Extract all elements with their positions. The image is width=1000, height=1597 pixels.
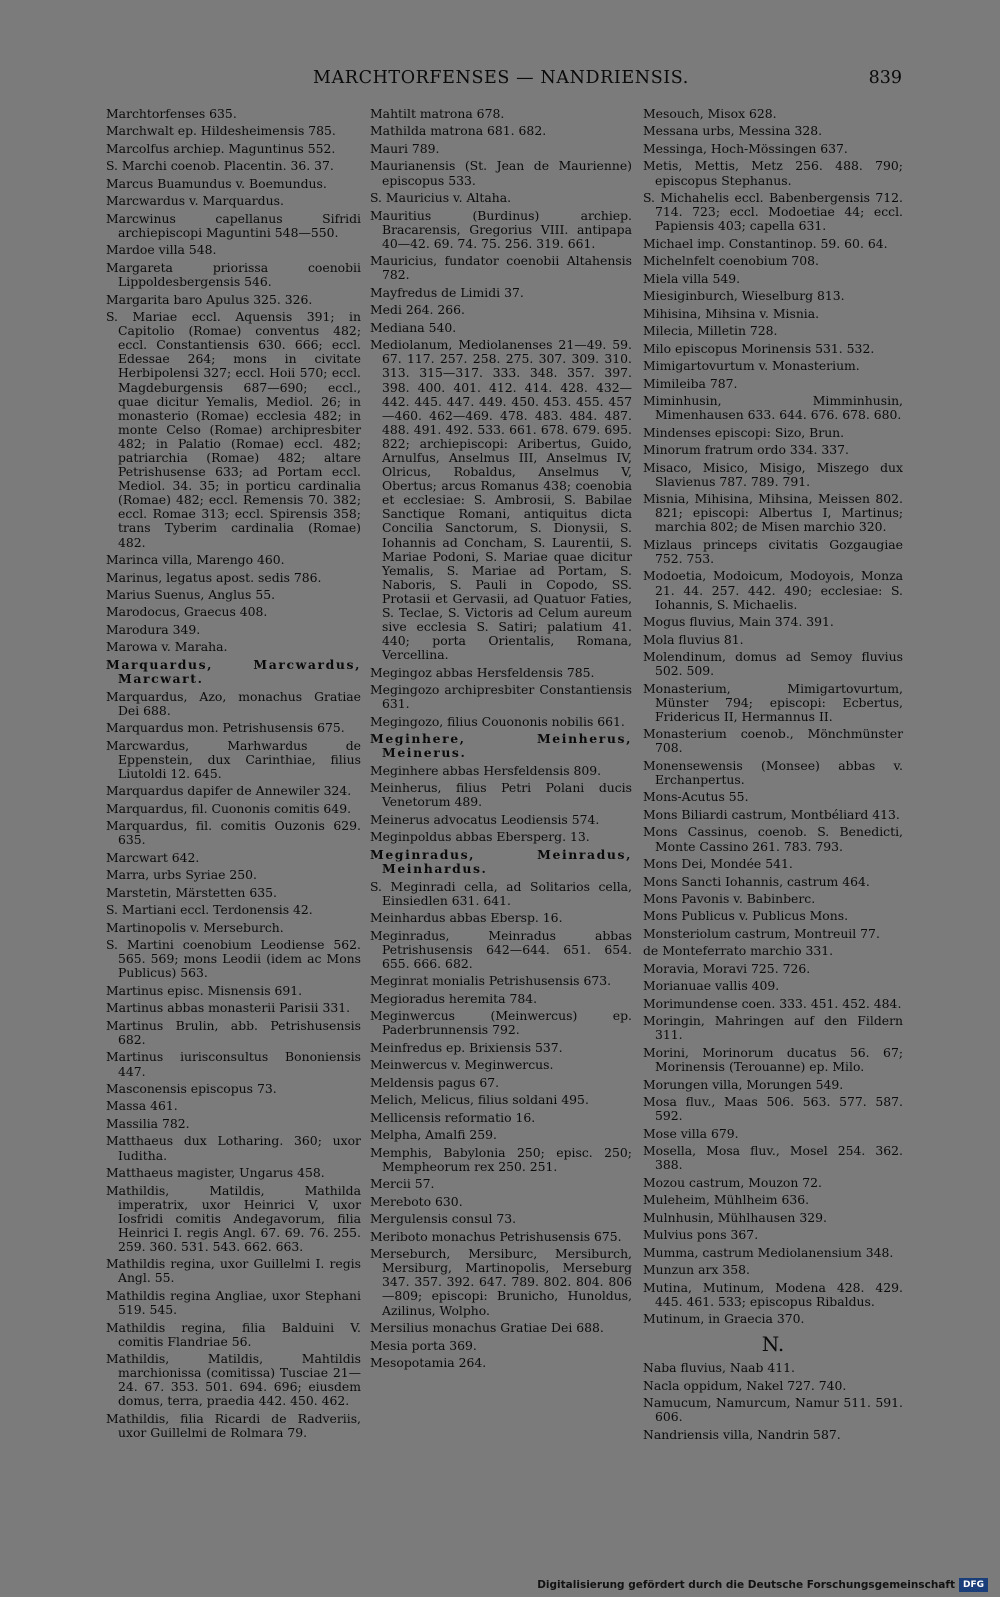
index-entry: Massilia 782. bbox=[106, 1115, 190, 1131]
index-entry: de Monteferrato marchio 331. bbox=[643, 943, 834, 959]
index-entry: Matthaeus magister, Ungarus 458. bbox=[106, 1165, 325, 1181]
index-entry: Miesiginburch, Wieselburg 813. bbox=[643, 288, 845, 304]
index-entry: Moringin, Mahringen auf den Fildern 311. bbox=[643, 1013, 903, 1043]
index-entry: S. Mariae eccl. Aquensis 391; in Capitolio (Romae) conventus 482; eccl. Constantiensis 630. 666; eccl. Edessae 264; mons in civitate Herbipolensi 327; eccl. Hoii 570; eccl. Magdeburgensis 687—690; eccl., quae dicitur Yemalis, Mediol. 26; in monasterio (Romae) ecclesia 482; in monte Celso (Romae) archipresbiter 482; in Palatio (Romae) eccl. 482; patriarchia (Romae) 482; altare Petrishusense 633; ad Portam eccl. Mediol. 34. 35; in porticu cardinalia (Romae) 482; eccl. Remensis 70. 382; eccl. Romae 313; eccl. Spirensis 358; trans Tyberim cardinalia (Romae) 482. bbox=[106, 309, 361, 550]
index-entry: Memphis, Babylonia 250; episc. 250; Mempheorum rex 250. 251. bbox=[370, 1144, 632, 1174]
index-entry: Margarita baro Apulus 325. 326. bbox=[106, 291, 313, 307]
index-entry: Marcwinus capellanus Sifridi archiepiscopi Maguntini 548—550. bbox=[106, 210, 361, 240]
index-entry: Meinerus advocatus Leodiensis 574. bbox=[370, 811, 600, 827]
index-entry: Marinus, legatus apost. sedis 786. bbox=[106, 569, 322, 585]
index-entry: Nacla oppidum, Nakel 727. 740. bbox=[643, 1377, 847, 1393]
index-entry: Meinhardus abbas Ebersp. 16. bbox=[370, 910, 563, 926]
index-entry: Marra, urbs Syriae 250. bbox=[106, 867, 257, 883]
index-entry: Molendinum, domus ad Semoy fluvius 502. 509. bbox=[643, 649, 903, 679]
index-entry: Meginhere abbas Hersfeldensis 809. bbox=[370, 762, 602, 778]
index-entry: Mayfredus de Limidi 37. bbox=[370, 284, 524, 300]
index-entry: Meginpoldus abbas Ebersperg. 13. bbox=[370, 829, 590, 845]
index-entry: Mathildis, Matildis, Mahtildis marchionissa (comitissa) Tusciae 21—24. 67. 353. 501. 694. 696; eiusdem domus, terra, praedia 442. 450. 462. bbox=[106, 1351, 361, 1409]
letter-section-heading: N. bbox=[761, 1332, 785, 1357]
index-column-1 bbox=[106, 107, 361, 1443]
index-entry: Mose villa 679. bbox=[643, 1125, 739, 1141]
index-entry: Mediolanum, Mediolanenses 21—49. 59. 67. 117. 257. 258. 275. 307. 309. 310. 313. 315—317. 333. 348. 357. 397. 398. 400. 401. 412. 414. 428. 432—442. 445. 447. 449. 450. 453. 455. 457—460. 462—469. 478. 483. 484. 487. 488. 491. 492. 533. 661. 678. 679. 695. 822; archiepiscopi: Aribertus, Guido, Arnulfus, Anselmus III, Anselmus IV, Olricus, Robaldus, Anselmus V, Obertus; arcus Romanus 438; coenobia et ecclesiae: S. Ambrosii, S. Babilae Sanctique Romani, antiquitus dicta Concilia Sanctorum, S. Dionysii, S. Iohannis ad Concham, S. Laurentii, S. Mariae Podoni, S. Mariae quae dicitur Yemalis, S. Mariae ad Portam, S. Naboris, S. Pauli in Copodo, SS. Protasii et Gervasii, ad Quatuor Faties, S. Teclae, S. Victoris ad Celum aureum sive ecclesia S. Satiri; palatium 41. 440; porta Orientalis, Romana, Vercellina. bbox=[370, 337, 632, 663]
index-column-3-m-entries bbox=[643, 107, 903, 1326]
index-entry: Mosella, Mosa fluv., Mosel 254. 362. 388. bbox=[643, 1143, 903, 1173]
index-entry: Misaco, Misico, Misigo, Miszego dux Slavienus 787. 789. 791. bbox=[643, 459, 903, 489]
index-entry: Mardoe villa 548. bbox=[106, 242, 217, 258]
index-entry: Mathildis regina, uxor Guillelmi I. regis Angl. 55. bbox=[106, 1256, 361, 1286]
index-entry: Meinherus, filius Petri Polani ducis Venetorum 489. bbox=[370, 780, 632, 810]
index-entry: Meldensis pagus 67. bbox=[370, 1074, 500, 1090]
index-column-3 bbox=[643, 107, 903, 1445]
index-entry: Martinus iurisconsultus Bononiensis 447. bbox=[106, 1049, 361, 1079]
index-entry: Marquardus, Marcwardus, Marcwart. bbox=[106, 656, 361, 687]
index-entry: Michael imp. Constantinop. 59. 60. 64. bbox=[643, 235, 888, 251]
page-header bbox=[100, 66, 902, 90]
index-entry: Masconensis episcopus 73. bbox=[106, 1081, 277, 1096]
index-entry: Mozou castrum, Mouzon 72. bbox=[643, 1174, 822, 1190]
index-entry: Mesopotamia 264. bbox=[370, 1355, 487, 1371]
index-entry: Marquardus mon. Petrishusensis 675. bbox=[106, 720, 345, 736]
index-entry: Mauri 789. bbox=[370, 140, 440, 156]
index-entry: S. Martini coenobium Leodiense 562. 565. 569; mons Leodii (idem ac Mons Publicus) 563. bbox=[106, 937, 361, 981]
index-entry: S. Michahelis eccl. Babenbergensis 712. 714. 723; eccl. Modoetiae 44; eccl. Papiensis 403; capella 631. bbox=[643, 190, 903, 234]
index-entry: Marcolfus archiep. Maguntinus 552. bbox=[106, 140, 336, 156]
index-entry: Marquardus, fil. comitis Ouzonis 629. 635. bbox=[106, 818, 361, 848]
index-entry: Morianuae vallis 409. bbox=[643, 978, 780, 994]
index-entry: Munzun arx 358. bbox=[643, 1262, 750, 1278]
index-entry: Miminhusin, Mimminhusin, Mimenhausen 633. 644. 676. 678. 680. bbox=[643, 393, 903, 423]
index-entry: Mumma, castrum Mediolanensium 348. bbox=[643, 1244, 894, 1260]
index-entry: Mimigartovurtum v. Monasterium. bbox=[643, 358, 860, 374]
index-entry: Moravia, Moravi 725. 726. bbox=[643, 960, 811, 976]
index-entry: Martinus episc. Misnensis 691. bbox=[106, 982, 303, 998]
index-entry: Marinca villa, Marengo 460. bbox=[106, 552, 285, 568]
index-entry: Marquardus dapifer de Annewiler 324. bbox=[106, 783, 352, 799]
index-entry: Mediana 540. bbox=[370, 319, 457, 335]
index-entry: Megingoz abbas Hersfeldensis 785. bbox=[370, 664, 595, 680]
index-entry: Megingozo, filius Couononis nobilis 661. bbox=[370, 713, 625, 729]
index-entry: Meinwercus v. Meginwercus. bbox=[370, 1057, 554, 1073]
index-entry: Melpha, Amalfi 259. bbox=[370, 1127, 497, 1143]
index-entry: Modoetia, Modoicum, Modoyois, Monza 21. 44. 257. 442. 490; ecclesiae: S. Iohannis, S. Michaelis. bbox=[643, 568, 903, 612]
index-entry: Mogus fluvius, Main 374. 391. bbox=[643, 614, 834, 630]
index-entry: S. Martiani eccl. Terdonensis 42. bbox=[106, 902, 313, 918]
index-entry: Minorum fratrum ordo 334. 337. bbox=[643, 442, 849, 458]
index-entry: Melich, Melicus, filius soldani 495. bbox=[370, 1092, 589, 1108]
index-entry: Messana urbs, Messina 328. bbox=[643, 123, 823, 139]
index-entry: Mola fluvius 81. bbox=[643, 631, 744, 647]
index-entry: Marcwardus v. Marquardus. bbox=[106, 193, 284, 209]
index-entry: Mindenses episcopi: Sizo, Brun. bbox=[643, 424, 845, 440]
index-entry: Marowa v. Maraha. bbox=[106, 639, 228, 655]
index-entry: Maurianensis (St. Jean de Maurienne) episcopus 533. bbox=[370, 158, 632, 188]
index-entry: Mercii 57. bbox=[370, 1176, 435, 1192]
index-entry: Meginradus, Meinradus abbas Petrishusensis 642—644. 651. 654. 655. 666. 682. bbox=[370, 927, 632, 971]
index-entry: Matthaeus dux Lotharing. 360; uxor Iuditha. bbox=[106, 1133, 361, 1163]
index-entry: Mauritius (Burdinus) archiep. Bracarensis, Gregorius VIII. antipapa 40—42. 69. 74. 75. 256. 319. 661. bbox=[370, 207, 632, 251]
index-entry: Meriboto monachus Petrishusensis 675. bbox=[370, 1228, 622, 1244]
index-entry: Mihisina, Mihsina v. Misnia. bbox=[643, 305, 820, 321]
index-entry: Mergulensis consul 73. bbox=[370, 1211, 517, 1227]
index-entry: Mutinum, in Graecia 370. bbox=[643, 1311, 805, 1327]
index-entry: Mosa fluv., Maas 506. 563. 577. 587. 592. bbox=[643, 1094, 903, 1124]
index-entry: Marius Suenus, Anglus 55. bbox=[106, 586, 276, 602]
index-entry: Milecia, Milletin 728. bbox=[643, 323, 778, 339]
index-entry: Mereboto 630. bbox=[370, 1193, 463, 1209]
index-entry: Meginwercus (Meinwercus) ep. Paderbrunnensis 792. bbox=[370, 1008, 632, 1038]
index-entry: Mahtilt matrona 678. bbox=[370, 106, 505, 121]
index-entry: Mulnhusin, Mühlhausen 329. bbox=[643, 1209, 827, 1225]
index-entry: Monasterium, Mimigartovurtum, Münster 794; episcopi: Ecbertus, Fridericus II, Hermannus II. bbox=[643, 680, 903, 724]
index-entry: Marquardus, fil. Cuononis comitis 649. bbox=[106, 800, 352, 816]
index-entry: Meinfredus ep. Brixiensis 537. bbox=[370, 1039, 563, 1055]
index-entry: Monasterium coenob., Mönchmünster 708. bbox=[643, 726, 903, 756]
index-entry: Meginhere, Meinherus, Meinerus. bbox=[370, 731, 632, 761]
index-entry: Marodocus, Graecus 408. bbox=[106, 604, 268, 620]
index-entry: Mons-Acutus 55. bbox=[643, 789, 749, 805]
index-entry: S. Mauricius v. Altaha. bbox=[370, 190, 512, 206]
index-entry: S. Marchi coenob. Placentin. 36. 37. bbox=[106, 158, 334, 174]
index-entry: Mutina, Mutinum, Modena 428. 429. 445. 461. 533; episcopus Ribaldus. bbox=[643, 1279, 903, 1309]
index-entry: Mathilda matrona 681. 682. bbox=[370, 123, 547, 139]
index-entry: Merseburch, Mersiburc, Mersiburch, Mersiburg, Martinopolis, Merseburg 347. 357. 392. 647. 789. 802. 804. 806—809; episcopi: Brunicho, Hunoldus, Azilinus, Wolpho. bbox=[370, 1246, 632, 1318]
index-entry: Martinus Brulin, abb. Petrishusensis 682. bbox=[106, 1017, 361, 1047]
index-entry: Mellicensis reformatio 16. bbox=[370, 1109, 536, 1125]
footer-credit: Digitalisierung gefördert durch die Deutsche Forschungsgemeinschaft bbox=[537, 1579, 955, 1591]
page-number: 839 bbox=[868, 68, 902, 88]
index-entry: Marchwalt ep. Hildesheimensis 785. bbox=[106, 123, 336, 139]
index-entry: Nandriensis villa, Nandrin 587. bbox=[643, 1426, 841, 1442]
index-entry: Morini, Morinorum ducatus 56. 67; Morinensis (Terouanne) ep. Milo. bbox=[643, 1044, 903, 1075]
index-entry: Mersilius monachus Gratiae Dei 688. bbox=[370, 1320, 604, 1336]
index-entry: Monsteriolum castrum, Montreuil 77. bbox=[643, 925, 880, 941]
index-column-2 bbox=[370, 107, 632, 1374]
index-entry: Namucum, Namurcum, Namur 511. 591. 606. bbox=[643, 1395, 903, 1425]
index-entry: Meginradus, Meinradus, Meinhardus. bbox=[370, 846, 632, 877]
index-entry: Marodura 349. bbox=[106, 621, 201, 637]
index-entry: Mons Pavonis v. Babinberc. bbox=[643, 891, 816, 906]
index-entry: Mauricius, fundator coenobii Altahensis 782. bbox=[370, 253, 632, 283]
index-entry: Mimileiba 787. bbox=[643, 375, 738, 391]
index-entry: Morungen villa, Morungen 549. bbox=[643, 1076, 844, 1092]
index-entry: Marcwardus, Marhwardus de Eppenstein, dux Carinthiae, filius Liutoldi 12. 645. bbox=[106, 737, 361, 781]
index-entry: Mathildis, Matildis, Mathilda imperatrix, uxor Heinrici V, uxor Iosfridi comitis Andegavorum, filia Heinrici I. regis Angl. 67. 69. 76. 255. 259. 360. 531. 543. 662. 663. bbox=[106, 1182, 361, 1254]
index-entry: Mesouch, Misox 628. bbox=[643, 106, 777, 121]
index-entry: Mathildis regina, filia Balduini V. comitis Flandriae 56. bbox=[106, 1319, 361, 1349]
index-entry: Muleheim, Mühlheim 636. bbox=[643, 1192, 810, 1208]
index-entry: Martinopolis v. Merseburch. bbox=[106, 919, 284, 935]
index-entry: Mizlaus princeps civitatis Gozgaugiae 752. 753. bbox=[643, 536, 903, 566]
index-column-3-n-entries bbox=[643, 1361, 903, 1442]
index-entry: Marcwart 642. bbox=[106, 849, 200, 865]
index-entry: Miela villa 549. bbox=[643, 270, 741, 286]
index-entry: Messinga, Hoch-Mössingen 637. bbox=[643, 140, 848, 156]
index-entry: Mons Sancti Iohannis, castrum 464. bbox=[643, 873, 870, 889]
index-entry: Mathildis regina Angliae, uxor Stephani 519. 545. bbox=[106, 1287, 361, 1318]
index-entry: Medi 264. 266. bbox=[370, 302, 465, 318]
index-entry: Mathildis, filia Ricardi de Radveriis, uxor Guillelmi de Rolmara 79. bbox=[106, 1410, 361, 1440]
index-entry: Megingozo archipresbiter Constantiensis 631. bbox=[370, 682, 632, 712]
index-entry: Marquardus, Azo, monachus Gratiae Dei 688. bbox=[106, 688, 361, 718]
index-entry: Mesia porta 369. bbox=[370, 1337, 477, 1353]
index-entry: Marchtorfenses 635. bbox=[106, 106, 237, 121]
index-entry: Metis, Mettis, Metz 256. 488. 790; episcopus Stephanus. bbox=[643, 158, 903, 188]
index-entry: Marcus Buamundus v. Boemundus. bbox=[106, 175, 327, 191]
index-entry: Morimundense coen. 333. 451. 452. 484. bbox=[643, 995, 902, 1011]
index-entry: Marstetin, Märstetten 635. bbox=[106, 884, 277, 900]
index-entry: Monensewensis (Monsee) abbas v. Erchanpertus. bbox=[643, 757, 903, 787]
index-entry: Massa 461. bbox=[106, 1098, 178, 1114]
dfg-logo: DFG bbox=[959, 1578, 988, 1592]
index-entry: Mons Publicus v. Publicus Mons. bbox=[643, 908, 849, 924]
index-entry: Mulvius pons 367. bbox=[643, 1227, 759, 1243]
index-entry: Mons Cassinus, coenob. S. Benedicti, Monte Cassino 261. 783. 793. bbox=[643, 824, 903, 854]
running-title: MARCHTORFENSES — NANDRIENSIS. bbox=[313, 68, 689, 88]
index-entry: Mons Biliardi castrum, Montbéliard 413. bbox=[643, 806, 900, 822]
index-entry: Margareta priorissa coenobii Lippoldesbergensis 546. bbox=[106, 259, 361, 290]
digitization-footer bbox=[537, 1577, 988, 1593]
index-entry: Naba fluvius, Naab 411. bbox=[643, 1360, 795, 1376]
index-entry: Mons Dei, Mondée 541. bbox=[643, 856, 793, 872]
index-entry: Megioradus heremita 784. bbox=[370, 990, 538, 1006]
index-entry: Misnia, Mihisina, Mihsina, Meissen 802. 821; episcopi: Albertus I, Martinus; marchia 802; de Misen marchio 320. bbox=[643, 491, 903, 535]
index-entry: Meginrat monialis Petrishusensis 673. bbox=[370, 973, 612, 989]
index-entry: S. Meginradi cella, ad Solitarios cella, Einsiedlen 631. 641. bbox=[370, 878, 632, 908]
index-entry: Milo episcopus Morinensis 531. 532. bbox=[643, 340, 875, 356]
index-entry: Michelnfelt coenobium 708. bbox=[643, 253, 819, 269]
index-entry: Martinus abbas monasterii Parisii 331. bbox=[106, 1000, 351, 1016]
